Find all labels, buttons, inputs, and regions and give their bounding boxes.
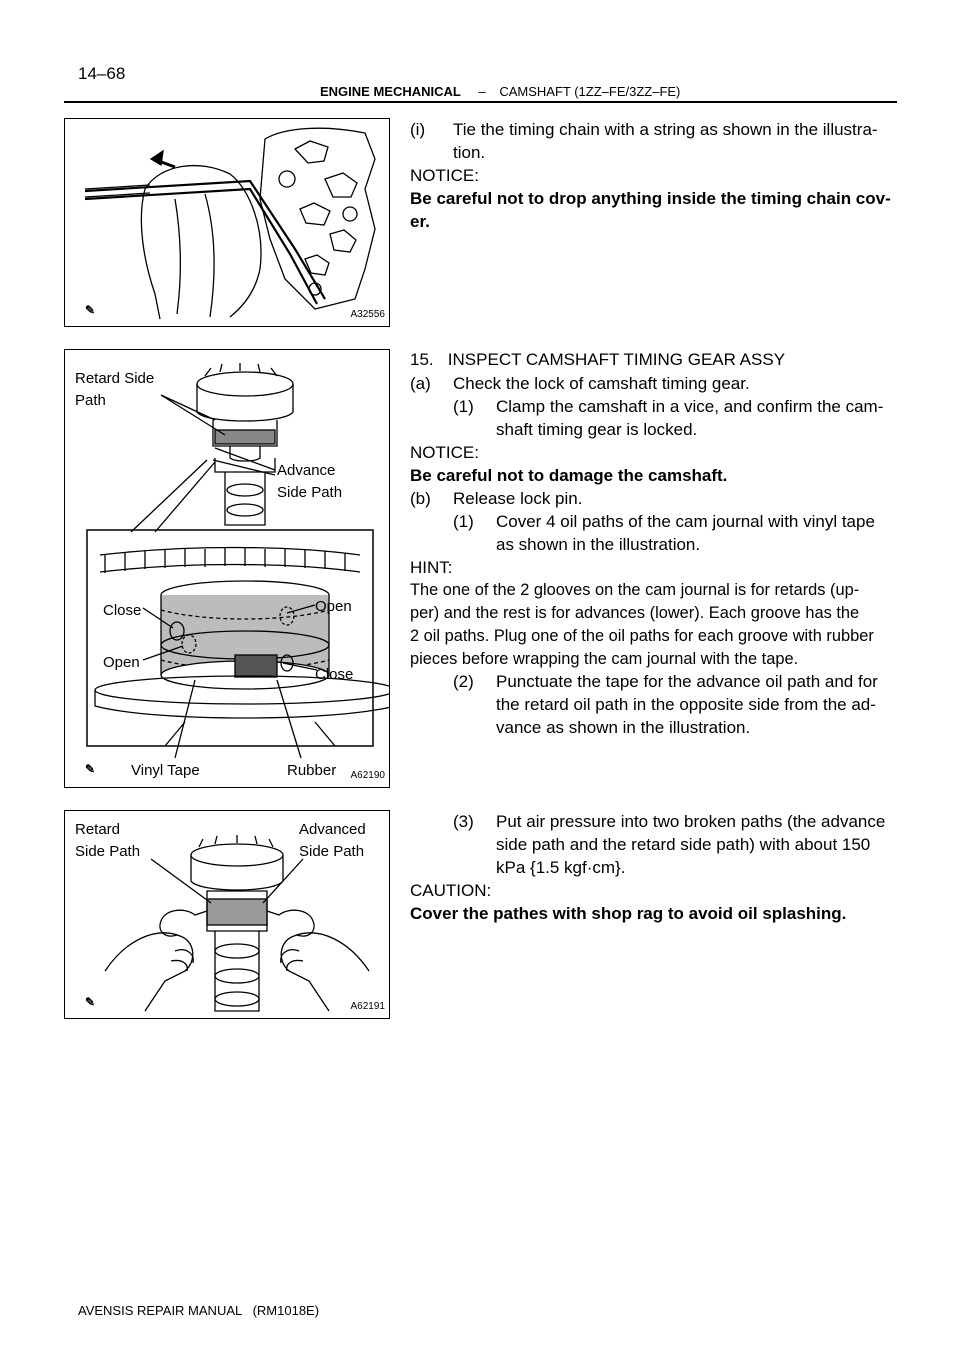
label-retard-side-path: Retard Side Path: [75, 821, 141, 860]
notice-text: Be careful not to damage the camshaft.: [410, 466, 728, 485]
label-advance-side-path: Advance Side Path: [277, 462, 343, 501]
step-b1: [453, 510, 897, 556]
step-text: Punctuate the tape for the advance oil path and for the retard oil path in the opposite side from the ad- vance as shown in the illustration.: [496, 672, 878, 737]
notice-title: NOTICE:: [410, 443, 479, 462]
step-b3: [453, 810, 897, 879]
figure-timing-chain-tied: [64, 118, 390, 327]
running-header: [320, 84, 680, 99]
label-open-left: Open: [103, 654, 140, 671]
step-text: Clamp the camshaft in a vice, and confirm the cam- shaft timing gear is locked.: [496, 397, 884, 439]
label-rubber: Rubber: [287, 762, 337, 779]
figure-code: A32556: [350, 309, 385, 320]
label-close-left: Close: [103, 602, 142, 619]
check-mark-icon: ✎: [85, 303, 96, 317]
step-number: (b): [410, 489, 431, 508]
timing-chain-illustration: [65, 119, 389, 326]
notice-title: NOTICE:: [410, 166, 479, 185]
figure-code: A62190: [350, 770, 385, 781]
header-rule: [64, 101, 897, 103]
step-number: (1): [453, 512, 474, 531]
footer: AVENSIS REPAIR MANUAL (RM1018E): [78, 1303, 320, 1318]
step-a: [410, 372, 897, 395]
figure-air-pressure: [64, 810, 390, 1019]
step-number: (1): [453, 397, 474, 416]
step-i: [410, 118, 897, 164]
check-mark-icon: ✎: [85, 995, 96, 1009]
label-retard-side-path: Retard Side Path: [75, 370, 155, 409]
notice-2: [410, 441, 897, 487]
subsection-title: CAMSHAFT (1ZZ–FE/3ZZ–FE): [499, 84, 681, 99]
step-text: Release lock pin.: [453, 489, 583, 508]
step-number: (a): [410, 374, 431, 393]
figure-code: A62191: [350, 1001, 385, 1012]
label-open-right: Open: [315, 598, 352, 615]
hint: [410, 556, 897, 671]
label-close-right: Close: [315, 666, 354, 683]
step-number: (i): [410, 120, 426, 139]
caution: [410, 879, 897, 925]
step-b2: [453, 670, 897, 739]
step-text: Put air pressure into two broken paths (the advance side path and the retard side path) with about 150 kPa {1.5 kgf·cm}.: [496, 812, 886, 877]
caution-title: CAUTION:: [410, 881, 492, 900]
label-vinyl-tape: Vinyl Tape: [131, 762, 200, 779]
step-15-heading: 15. INSPECT CAMSHAFT TIMING GEAR ASSY: [410, 350, 786, 369]
step-a1: [453, 395, 897, 441]
camshaft-gear-illustration: [65, 350, 389, 787]
step-number: (2): [453, 672, 474, 691]
figure-cam-journal-tape: [64, 349, 390, 788]
page-number: 14–68: [78, 64, 126, 83]
section-title: ENGINE MECHANICAL: [320, 84, 461, 99]
caution-text: Cover the pathes with shop rag to avoid oil splashing.: [410, 904, 847, 923]
step-b: [410, 487, 897, 510]
notice-text: Be careful not to drop anything inside the timing chain cov- er.: [410, 189, 891, 231]
label-advanced-side-path: Advanced Side Path: [299, 821, 366, 860]
hint-text: The one of the 2 glooves on the cam journal is for retards (up- per) and the rest is for advances (lower). Each groove has the 2 oil paths. Plug one of the oil paths for each groove with rubber pieces before wrapping the cam journal with the tape.: [410, 581, 874, 668]
step-text: Cover 4 oil paths of the cam journal with vinyl tape as shown in the illustration.: [496, 512, 875, 554]
hint-title: HINT:: [410, 558, 453, 577]
step-text: Tie the timing chain with a string as shown in the illustra- tion.: [453, 120, 878, 162]
step-text: Check the lock of camshaft timing gear.: [453, 374, 750, 393]
check-mark-icon: ✎: [85, 762, 96, 776]
notice-1: [410, 164, 897, 233]
header-separator: –: [478, 84, 486, 99]
step-number: (3): [453, 812, 474, 831]
